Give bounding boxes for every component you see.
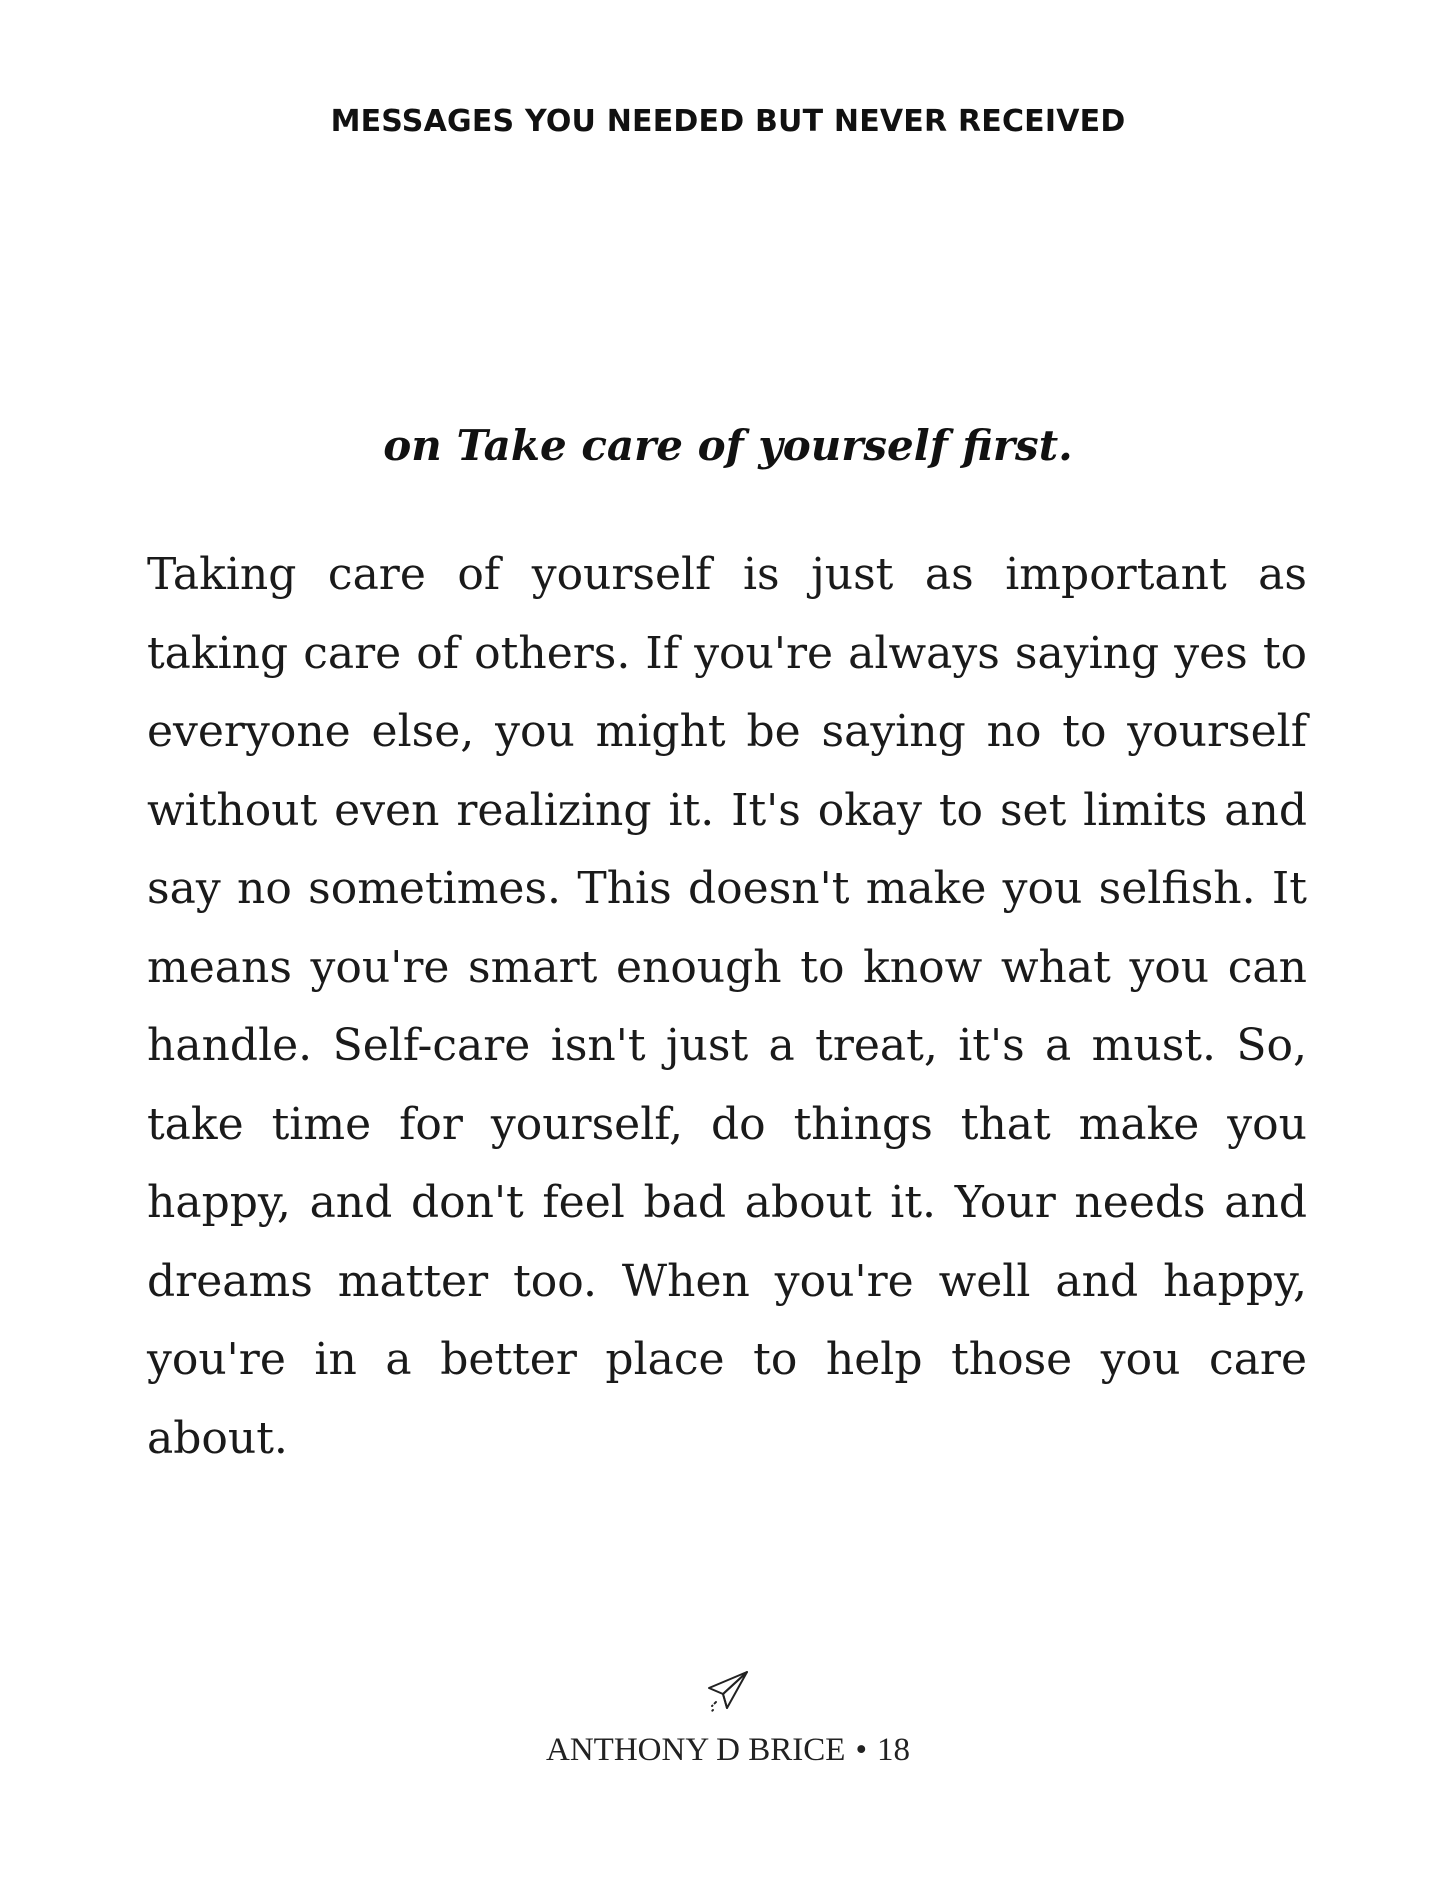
page-footer	[0, 1732, 1456, 1769]
author-name: ANTHONY D BRICE	[546, 1732, 846, 1768]
paper-plane-icon	[703, 1666, 753, 1716]
body-paragraph: Taking care of yourself is just as important as taking care of others. If you're always saying yes to everyone else, you might be saying no to yourself without even realizing it. It's okay to set limits and say no sometimes. This doesn't make you selfish. It means you're smart enough to know what you can handle. Self-care isn't just a treat, it's a must. So, take time for yourself, do things that make you happy, and don't feel bad about it. Your needs and dreams matter too. When you're well and happy, you're in a better place to help those you care about.	[147, 549, 1307, 1464]
page-number: 18	[877, 1732, 910, 1768]
footer-separator: •	[855, 1732, 867, 1768]
section-title: on Take care of yourself first.	[383, 421, 1073, 470]
running-header: MESSAGES YOU NEEDED BUT NEVER RECEIVED	[330, 104, 1126, 139]
